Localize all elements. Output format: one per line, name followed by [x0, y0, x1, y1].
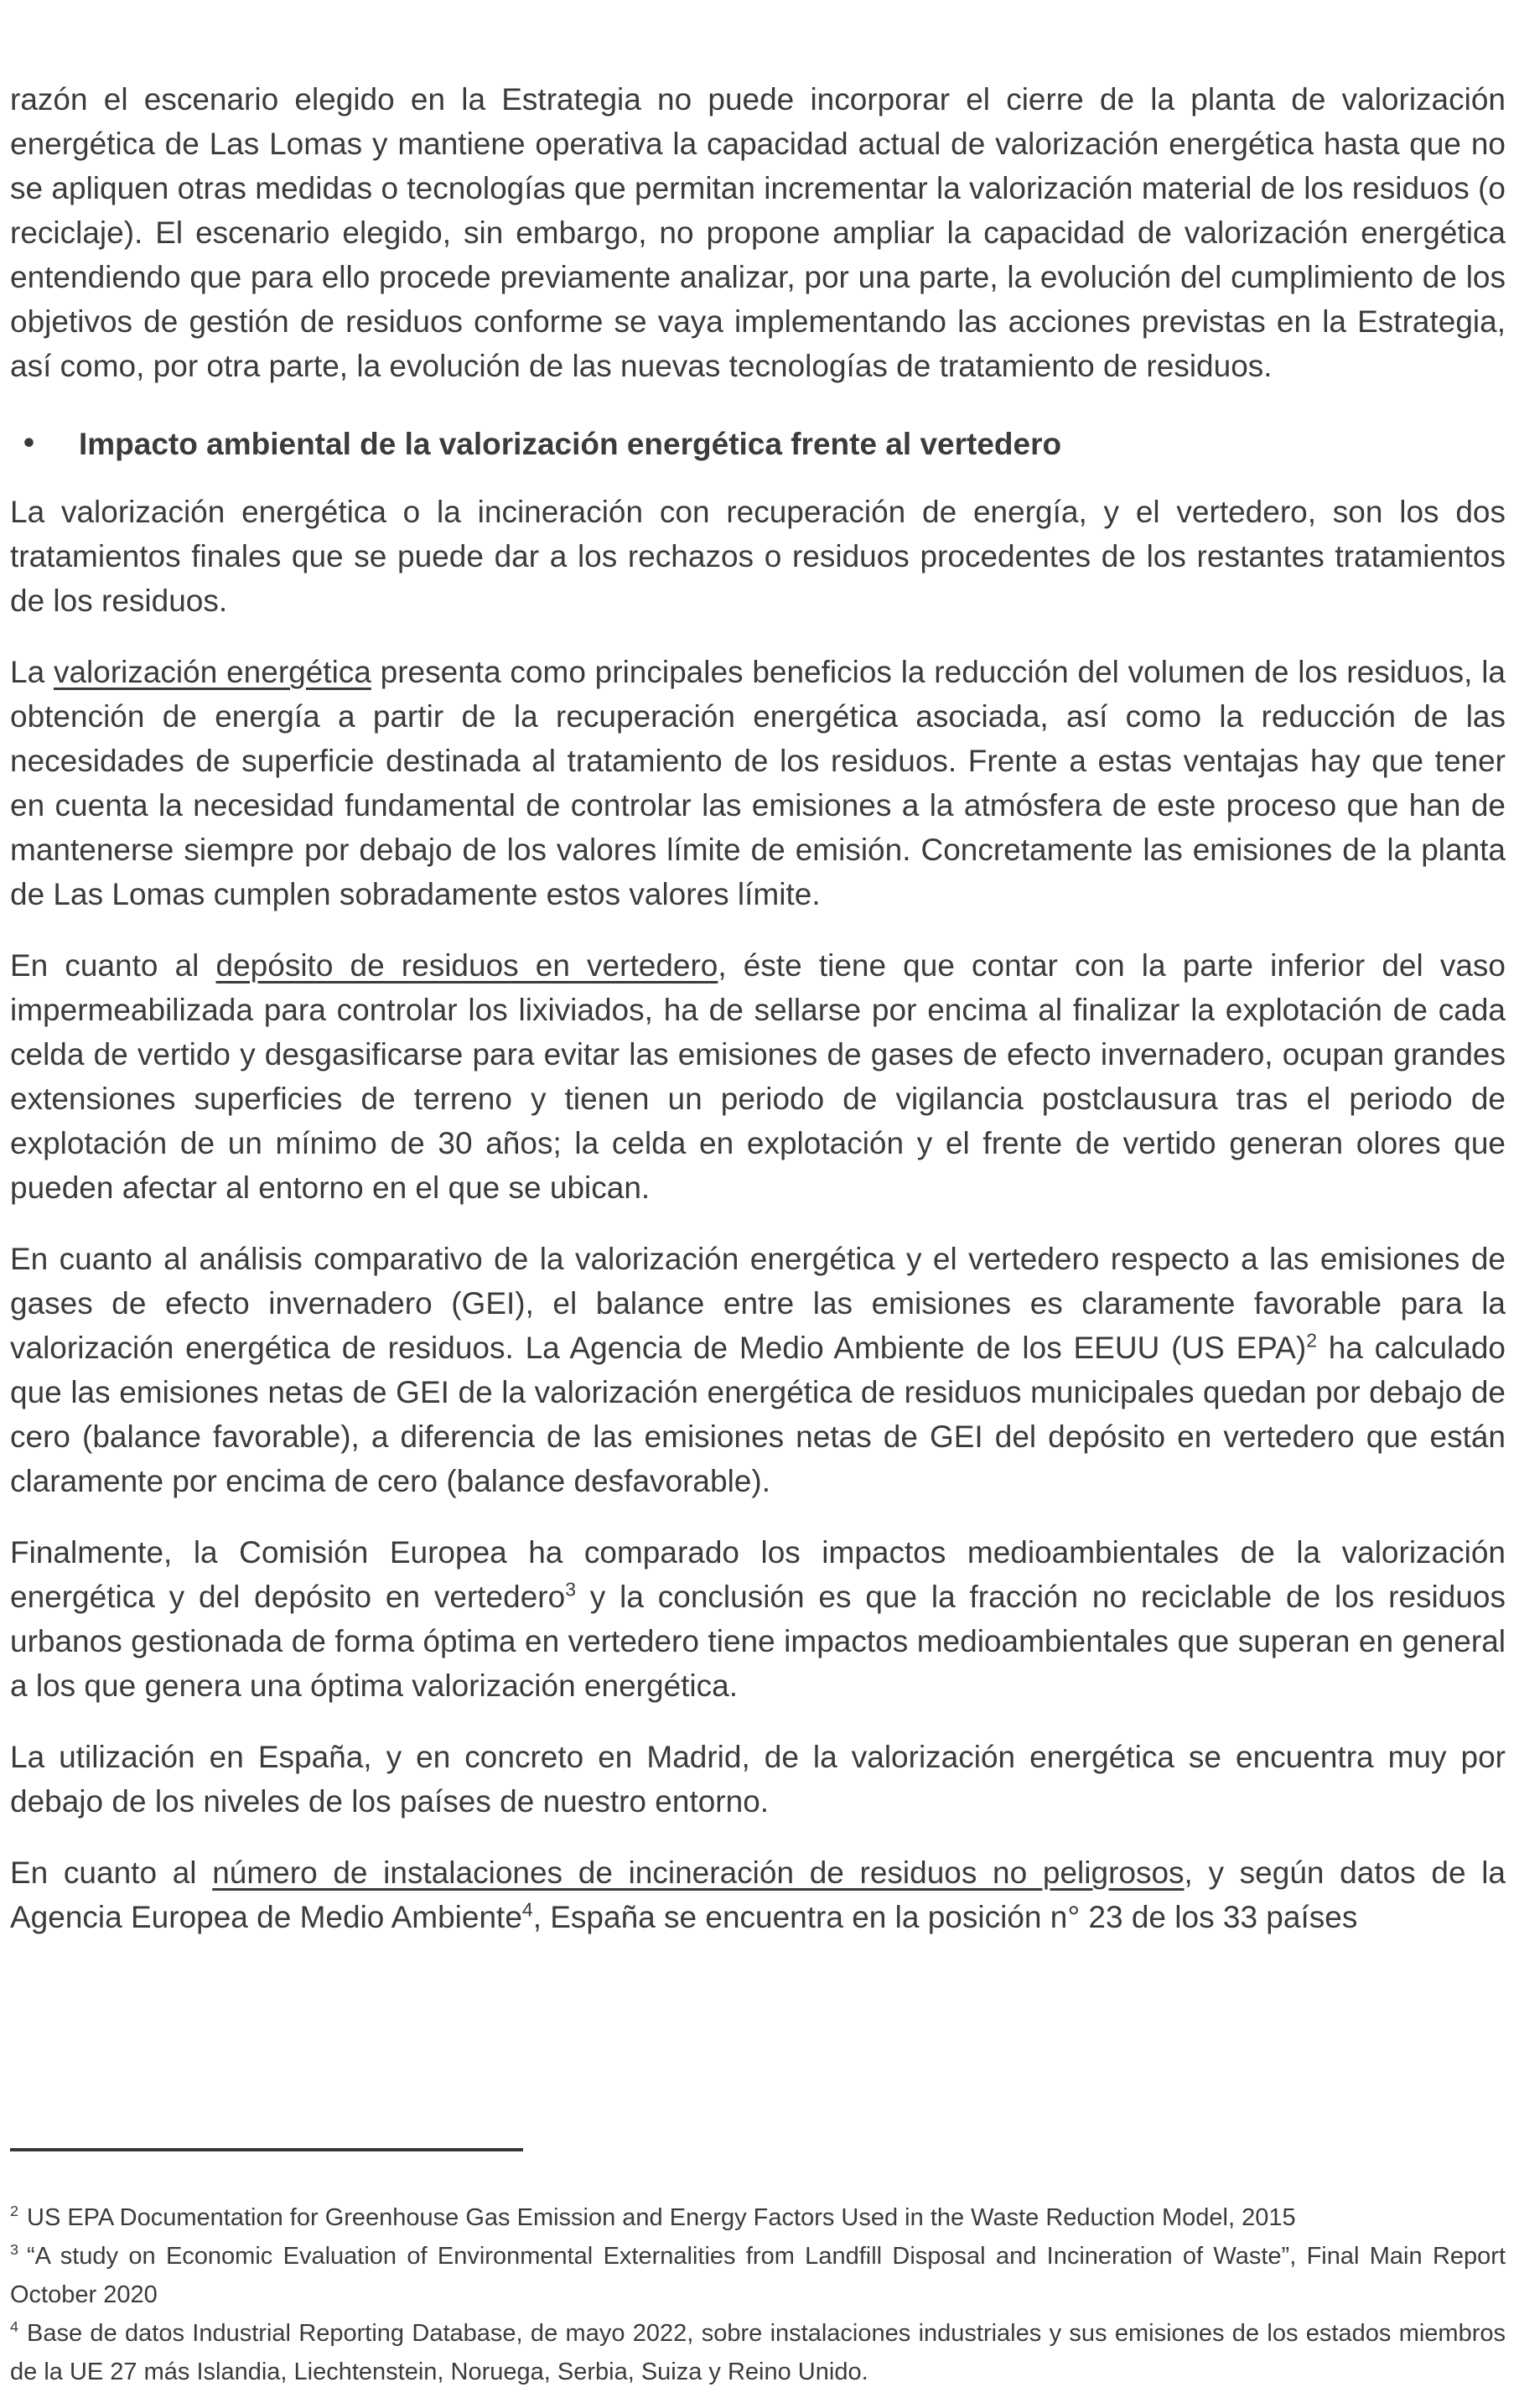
- footnote-4-text: Base de datos Industrial Reporting Database, de mayo 2022, sobre instalaciones industriales y sus emisiones de los estados miembros de la UE 27 más Islandia, Liechtenstein, Noruega, Serbia, Suiza y Reino Unido.: [10, 2320, 1506, 2385]
- paragraph-deposito-vertedero: En cuanto al depósito de residuos en vertedero, éste tiene que contar con la parte inferior del vaso impermeabilizada para controlar los lixiviados, ha de sellarse por encima al finalizar la explotación de cada celda de vertido y desgasificarse para evitar las emisiones de gases de efecto invernadero, ocupan grandes extensiones superficies de terreno y tienen un periodo de vigilancia postclausura tras el periodo de explotación de un mínimo de 30 años; la celda en explotación y el frente de vertido generan olores que pueden afectar al entorno en el que se ubican.: [10, 948, 1506, 1205]
- footnote-2-text: US EPA Documentation for Greenhouse Gas Emission and Energy Factors Used in the Waste Reduction Model, 2015: [27, 2204, 1296, 2231]
- bullet-icon: •: [23, 425, 34, 459]
- footnote-4: [10, 2314, 1506, 2391]
- footnote-3-text: “A study on Economic Evaluation of Environmental Externalities from Landfill Disposal and Incineration of Waste”, Final Main Report October 2020: [10, 2243, 1506, 2308]
- footnote-3: [10, 2237, 1506, 2314]
- footnote-separator-line: [10, 2148, 523, 2151]
- paragraph-utilizacion-espana: La utilización en España, y en concreto en Madrid, de la valorización energética se encuentra muy por debajo de los niveles de los países de nuestro entorno.: [10, 1740, 1506, 1819]
- paragraph-continuation: razón el escenario elegido en la Estrategia no puede incorporar el cierre de la planta de valorización energética de Las Lomas y mantiene operativa la capacidad actual de valorización energética hasta que no se apliquen otras medidas o tecnologías que permitan incrementar la valorización material de los residuos (o reciclaje). El escenario elegido, sin embargo, no propone ampliar la capacidad de valorización energética entendiendo que para ello procede previamente analizar, por una parte, la evolución del cumplimiento de los objetivos de gestión de residuos conforme se vaya implementando las acciones previstas en la Estrategia, así como, por otra parte, la evolución de las nuevas tecnologías de tratamiento de residuos.: [10, 82, 1506, 383]
- paragraph-instalaciones-incineracion: En cuanto al número de instalaciones de incineración de residuos no peligrosos, y según datos de la Agencia Europea de Medio Ambiente$^4$, España se encuentra en la posición n° 23 de los 33 países: [10, 1855, 1506, 1934]
- footnote-2-marker: 2: [10, 2203, 18, 2220]
- footnote-3-marker: 3: [10, 2241, 18, 2259]
- paragraph-valorizacion-beneficios: La valorización energética presenta como principales beneficios la reducción del volumen de los residuos, la obtención de energía a partir de la recuperación energética asociada, así como la reducción de las necesidades de superficie destinada al tratamiento de los residuos. Frente a estas ventajas hay que tener en cuenta la necesidad fundamental de controlar las emisiones a la atmósfera de este proceso que han de mantenerse siempre por debajo de los valores límite de emisión. Concretamente las emisiones de la planta de Las Lomas cumplen sobradamente estos valores límite.: [10, 655, 1506, 911]
- paragraph-tratamientos-finales: La valorización energética o la incineración con recuperación de energía, y el vertedero, son los dos tratamientos finales que se puede dar a los rechazos o residuos procedentes de los restantes tratamientos de los residuos.: [10, 495, 1506, 618]
- footnote-4-marker: 4: [10, 2318, 18, 2336]
- paragraph-analisis-gei: En cuanto al análisis comparativo de la valorización energética y el vertedero respecto a las emisiones de gases de efecto invernadero (GEI), el balance entre las emisiones es claramente favorable para la valorización energética de residuos. La Agencia de Medio Ambiente de los EEUU (US EPA)$^2$ ha calculado que las emisiones netas de GEI de la valorización energética de residuos municipales quedan por debajo de cero (balance favorable), a diferencia de las emisiones netas de GEI del depósito en vertedero que están claramente por encima de cero (balance desfavorable).: [10, 1242, 1506, 1498]
- paragraph-comision-europea: Finalmente, la Comisión Europea ha comparado los impactos medioambientales de la valorización energética y del depósito en vertedero$^3$ y la conclusión es que la fracción no reciclable de los residuos urbanos gestionada de forma óptima en vertedero tiene impactos medioambientales que superan en general a los que genera una óptima valorización energética.: [10, 1535, 1506, 1703]
- footnotes-section: [10, 2148, 1506, 2391]
- footnote-2: [10, 2198, 1506, 2237]
- bullet-heading-impacto-ambiental: [10, 422, 1506, 466]
- bullet-heading-text: Impacto ambiental de la valorización energética frente al vertedero: [79, 427, 1062, 461]
